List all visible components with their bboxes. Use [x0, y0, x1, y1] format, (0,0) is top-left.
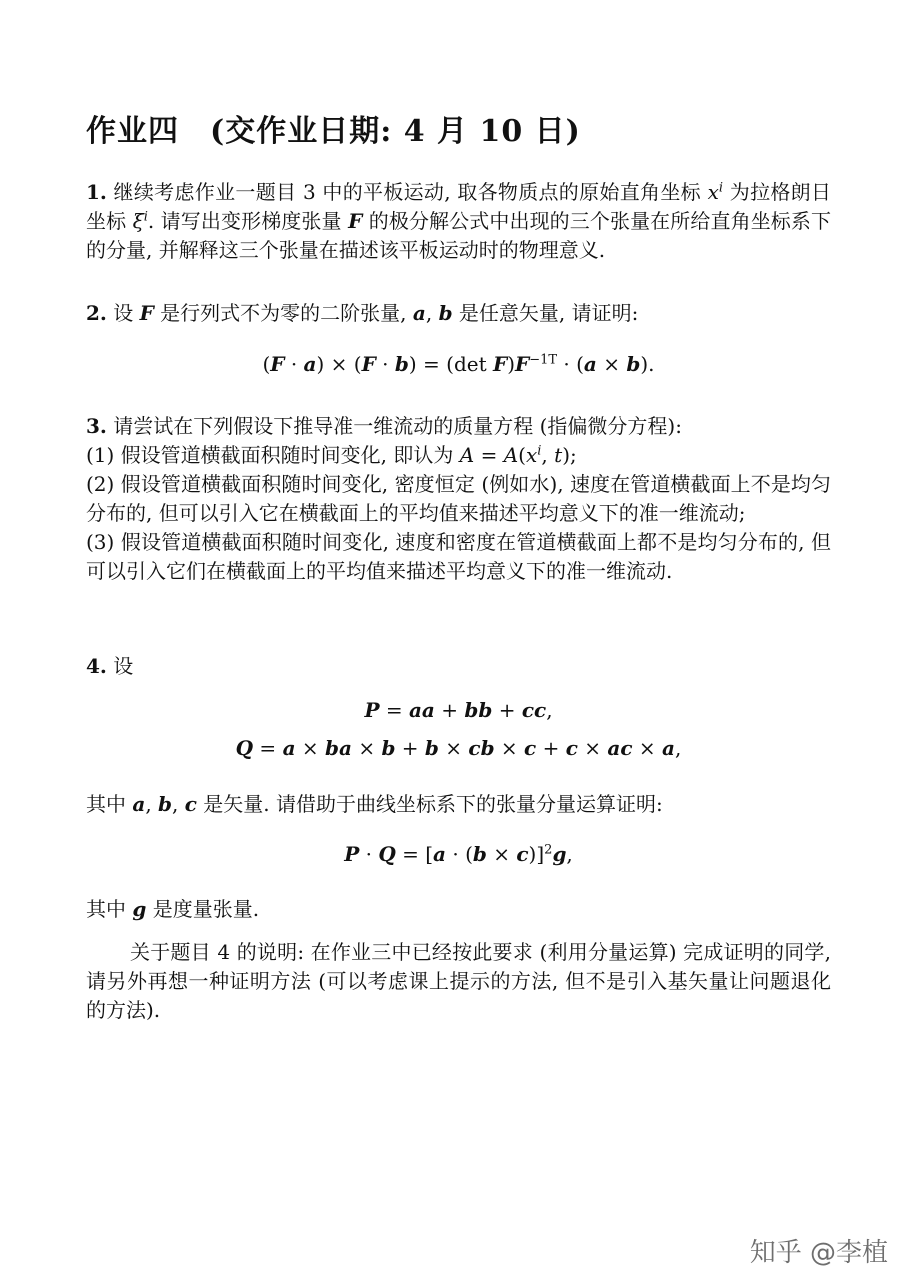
equation-P: P = aa + bb + cc,: [364, 698, 553, 722]
problem-4: 4. 设: [86, 654, 134, 678]
problem-3-item-2: (2) 假设管道横截面积随时间变化, 密度恒定 (例如水), 速度在管道横截面上不是均匀分布的, 但可以引入它在横截面上的平均值来描述平均意义下的准一维流动;: [86, 472, 831, 525]
problem-1-number: 1.: [86, 180, 107, 204]
problem-3-number: 3.: [86, 414, 107, 438]
problem-3-item-3: (3) 假设管道横截面积随时间变化, 速度和密度在管道横截面上都不是均匀分布的, 但可以引入它们在横截面上的平均值来描述平均意义下的准一维流动.: [86, 530, 831, 583]
problem-4-where: 其中 a, b, c 是矢量. 请借助于曲线坐标系下的张量分量运算证明:: [86, 792, 663, 816]
note-paragraph: 关于题目 4 的说明: 在作业三中已经按此要求 (利用分量运算) 完成证明的同学, 请另外再想一种证明方法 (可以考虑课上提示的方法, 但不是引入基矢量让问题退化的方法).: [86, 940, 831, 1022]
problem-2: 2. 设 F 是行列式不为零的二阶张量, a, b 是任意矢量, 请证明:: [86, 301, 639, 325]
problem-4-number: 4.: [86, 654, 107, 678]
math-xi-greek: $\xi^i$: [132, 209, 148, 233]
zhihu-watermark: 知乎 @李植: [749, 1238, 888, 1268]
problem-3: 3. 请尝试在下列假设下推导准一维流动的质量方程 (指偏微分方程): (1) 假设管道横截面积随时间变化, 即认为 $A = A(x^i$, t); (2) 假设管道横截面积随时间变化, 密度恒定 (例如水), 速度在管道横截面上不是均匀分布的, 但可以引入它在横截面上的平均值来描述平均意义下的准一维流动; (3) 假设管道横截面积随时间变化, 速度和密度在管道横截面上都不是均匀分布的, 但可以引入它们在横截面上的平均值来描述平均意义下的准一维流动.: [86, 412, 831, 586]
problem-4-metric: 其中 g 是度量张量.: [86, 897, 260, 921]
problem-2-number: 2.: [86, 301, 107, 325]
equation-Q: Q = a × ba × b + b × cb × c + c × ac × a,: [235, 736, 682, 760]
problem-1: 1. 继续考虑作业一题目 3 中的平板运动, 取各物质点的原始直角坐标 $x^i$ 为拉格朗日坐标 $\xi^i$. 请写出变形梯度张量 F 的极分解公式中出现的三个张量在所给直角坐标系下的分量, 并解释这三个张量在描述该平板运动时的物理意义.: [86, 180, 832, 262]
page-title: 作业四 (交作业日期: 4 月 10 日): [86, 114, 581, 149]
equation-PQ: $P \cdot Q = [a \cdot (b \times c)]^2g$,: [344, 842, 573, 866]
math-area: A: [459, 443, 475, 467]
math-xi: $x^i$: [707, 180, 724, 204]
equation-cross-product: (F · a) × (F · b) = (det $F)F^{-1T} \cdot (a \times b)$.: [262, 352, 655, 376]
